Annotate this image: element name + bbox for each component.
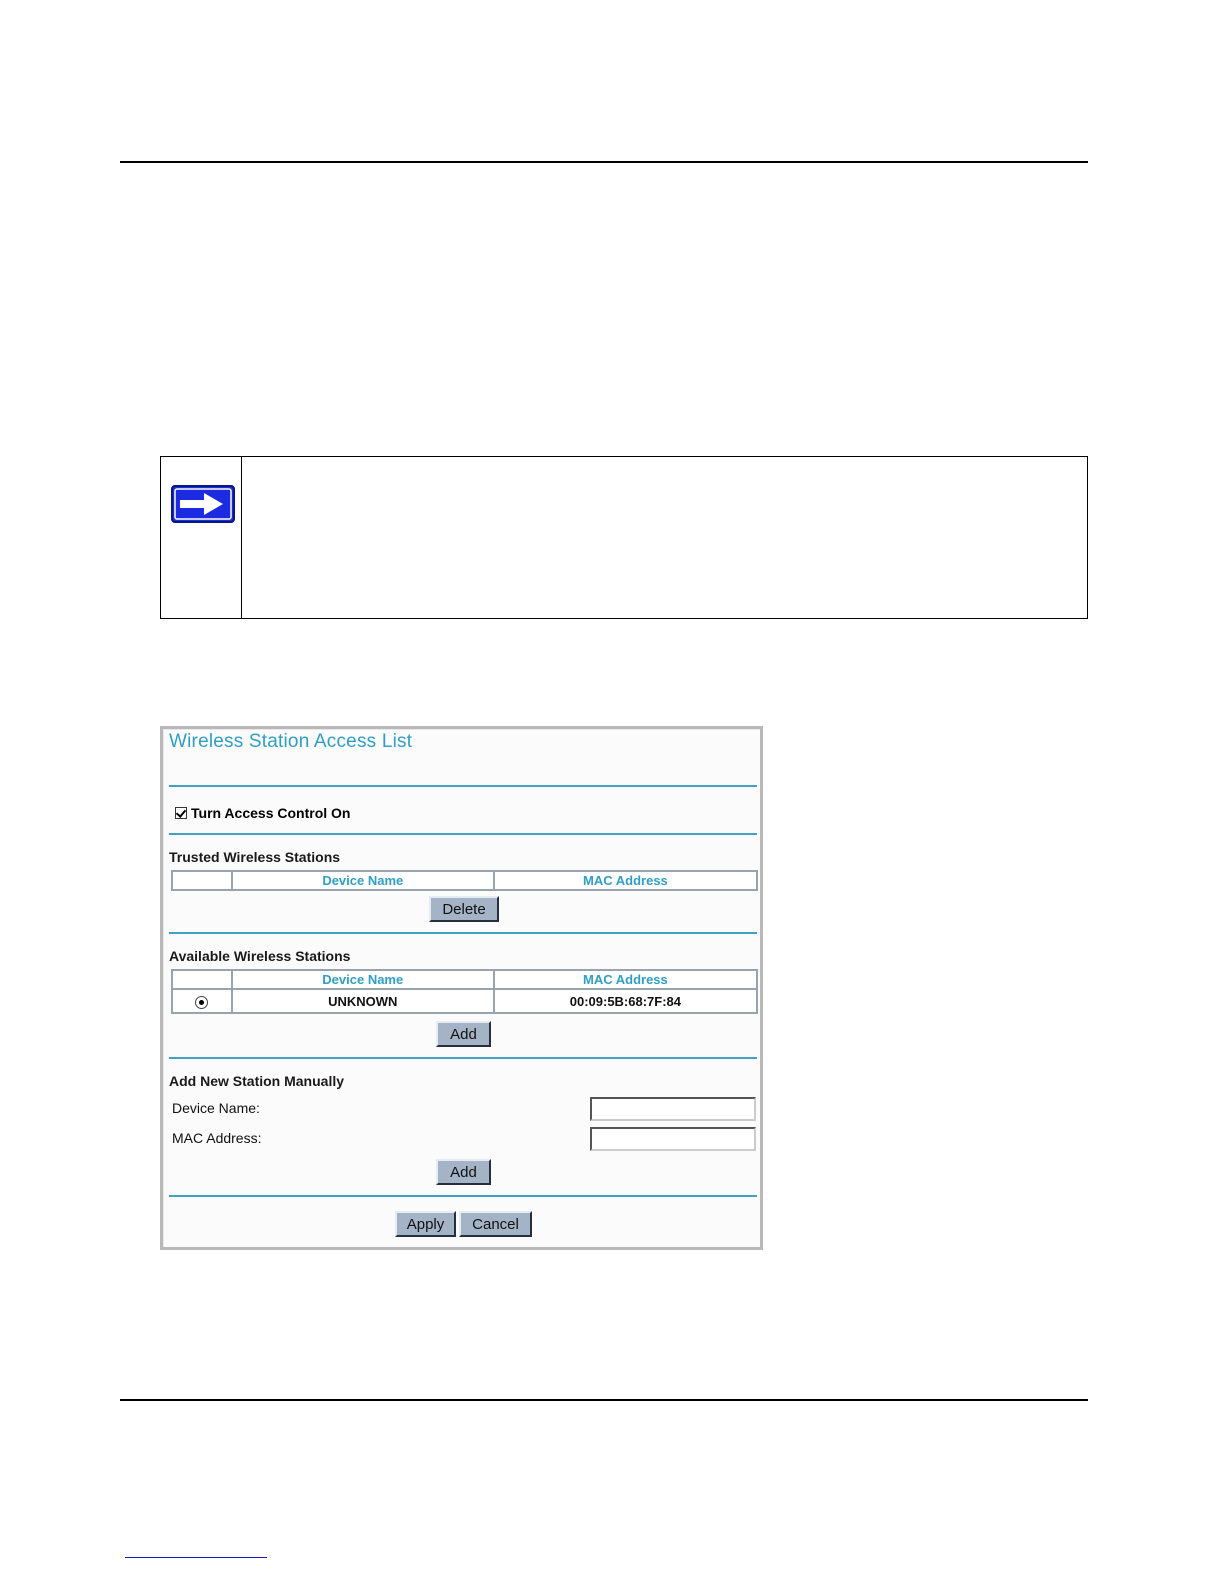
note-box xyxy=(160,456,1088,619)
add-manual-title: Add New Station Manually xyxy=(169,1073,345,1089)
apply-button[interactable]: Apply xyxy=(395,1211,456,1237)
section-divider xyxy=(169,932,757,934)
footer-link-underline[interactable] xyxy=(125,1557,267,1558)
trusted-stations-title: Trusted Wireless Stations xyxy=(169,849,341,865)
device-name-label: Device Name: xyxy=(172,1100,260,1116)
access-control-row xyxy=(175,805,350,821)
column-header-mac-address: MAC Address xyxy=(494,970,757,989)
table-row xyxy=(172,989,757,1013)
mac-address-label: MAC Address: xyxy=(172,1130,262,1146)
column-header-device-name: Device Name xyxy=(232,871,494,890)
column-header-select xyxy=(172,871,232,890)
station-select-radio[interactable] xyxy=(195,996,208,1009)
device-name-input[interactable] xyxy=(590,1097,756,1121)
section-divider xyxy=(169,1195,757,1197)
column-header-select xyxy=(172,970,232,989)
section-divider xyxy=(169,833,757,835)
column-header-device-name: Device Name xyxy=(232,970,494,989)
access-control-label: Turn Access Control On xyxy=(191,805,351,821)
note-divider xyxy=(241,457,242,618)
available-stations-title: Available Wireless Stations xyxy=(169,948,351,964)
device-name-cell: UNKNOWN xyxy=(232,989,494,1013)
delete-button[interactable]: Delete xyxy=(429,896,499,922)
access-control-checkbox[interactable] xyxy=(175,807,187,819)
mac-address-input[interactable] xyxy=(590,1127,756,1151)
trusted-stations-table xyxy=(171,870,758,891)
right-arrow-icon xyxy=(171,485,235,523)
available-stations-table xyxy=(171,969,758,1014)
top-rule xyxy=(120,161,1088,163)
wireless-access-list-panel xyxy=(160,726,763,1250)
section-divider xyxy=(169,1057,757,1059)
row-select-cell xyxy=(172,989,232,1013)
table-header-row xyxy=(172,871,757,890)
mac-address-cell: 00:09:5B:68:7F:84 xyxy=(494,989,757,1013)
column-header-mac-address: MAC Address xyxy=(494,871,757,890)
bottom-rule xyxy=(120,1399,1088,1401)
section-divider xyxy=(169,785,757,787)
table-header-row xyxy=(172,970,757,989)
add-available-button[interactable]: Add xyxy=(436,1021,491,1047)
add-manual-button[interactable]: Add xyxy=(436,1159,491,1185)
page-title: Wireless Station Access List xyxy=(169,731,413,752)
cancel-button[interactable]: Cancel xyxy=(459,1211,532,1237)
